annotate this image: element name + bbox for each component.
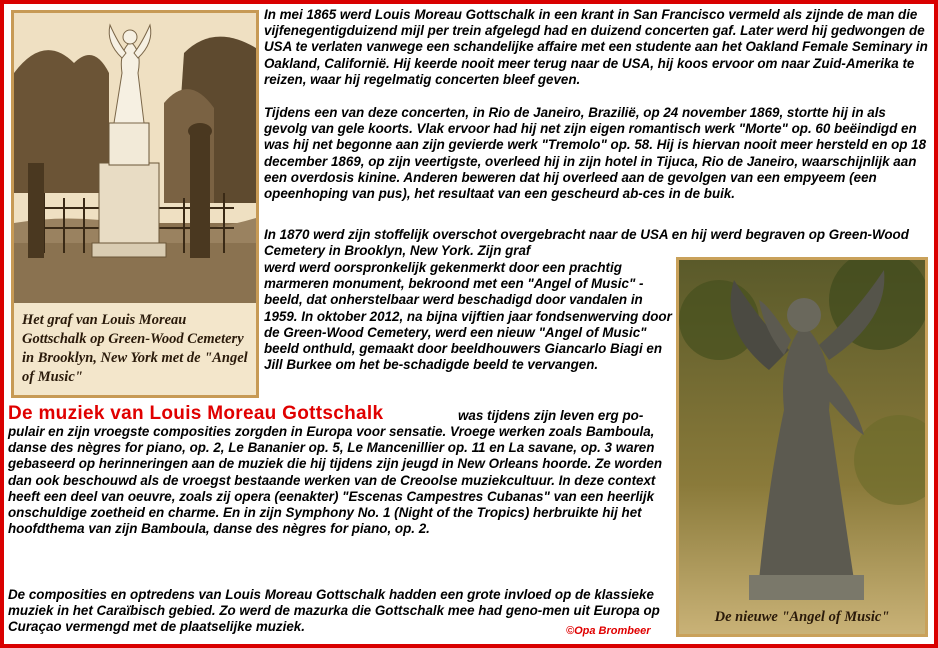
angel-statue-illustration — [679, 260, 925, 634]
paragraph-3-bottom: werd werd oorspronkelijk gekenmerkt door een prachtig marmeren monument, bekroond met een "Angel of Music" -beeld, dat onherstelbaar werd beschadigd door vandalen in 1959. In oktober 2012, na bijna vijftien jaar fondsenwerving door de Green-Wood Cemetery, werd een nieuw "Angel of Music" beeld onthuld, gemaakt door beeldhouwers Giancarlo Biagi en Jill Burkee om het be-schadigde beeld te vervangen. — [264, 260, 672, 373]
paragraph-3-top: In 1870 werd zijn stoffelijk overschot overgebracht naar de USA en hij werd begraven op Green-Wood Cemetery in Brooklyn, New York. Zijn graf — [264, 227, 909, 259]
left-photo-caption: Het graf van Louis Moreau Gottschalk op Green-Wood Cemetery in Brooklyn, New York met de "Angel of Music" — [22, 312, 248, 385]
grave-illustration — [14, 13, 256, 303]
paragraph-4-start: was tijdens zijn leven erg po- — [458, 408, 644, 423]
grave-photo — [11, 10, 259, 398]
paragraph-1: In mei 1865 werd Louis Moreau Gottschalk in een krant in San Francisco vermeld als zijnde de man die vijfenegentigduizend mijl per trein afgelegd had en duizend concerten gaf. Later werd hij gedwongen de USA te verlaten vanwege een schandelijke affaire met een studente aan het Oakland Female Seminary in Oakland, Californië. Hij keerde nooit meer terug naar de USA, hij koos ervoor om naar Zuid-Amerika te reizen, waar hij regelmatig concerten bleef geven. — [264, 7, 928, 87]
copyright-credit: ©Opa Brombeer — [566, 625, 651, 637]
paragraph-5: De composities en optredens van Louis Moreau Gottschalk hadden een grote invloed op de klassieke muziek in het Caraïbisch gebied. Zo werd de mazurka die Gottschalk mee had geno-men uit Europa op Curaçao vermengd met de plaatselijke muziek. — [8, 587, 660, 635]
right-photo-caption: De nieuwe "Angel of Music" — [714, 609, 890, 625]
paragraph-2: Tijdens een van deze concerten, in Rio de Janeiro, Brazilië, op 24 november 1869, stortte hij in als gevolg van gele koorts. Vlak ervoor had hij net zijn eigen romantisch werk "Morte" op. 60 beëindigd en was hij net begonne aan zijn gevierde werk "Tremolo" op. 58. Hij is hiervan nooit meer hersteld en op 18 december 1869, op zijn veertigste, overleed hij in zijn hotel in Tijuca, Rio de Janeiro, waarschijnlijk aan een overdosis kinine. Anderen beweren dat hij overleed aan de gevolgen van een empyeem (een opeenhoping van pus), het resultaat van een gescheurd ab-ces in de buik. — [264, 105, 927, 202]
paragraph-4: pulair en zijn vroegste composities zorgden in Europa voor sensatie. Vroege werken zoals Bamboula, danse des nègres for piano, op. 2, Le Bananier op. 5, Le Mancenillier op. 11 en La savane, op. 3 waren gebaseerd op herinneringen aan de muziek die hij tijdens zijn jeugd in New Orleans hoorde. Ze worden dan ook beschouwd als de vroegst bestaande werken van de Creoolse muziekcultuur. In deze context heeft een deel van oeuvre, zoals zij opera (eenakter) "Escenas Campestres Cubanas" van een heerlijk onschuldige zoetheid en charme. En in zijn Symphony No. 1 (Night of the Tropics) herbruikte hij het hoofdthema van zijn Bamboula, danse des nègres for piano, op. 2. — [8, 424, 663, 537]
section-heading: De muziek van Louis Moreau Gottschalk — [8, 403, 384, 424]
angel-photo — [676, 257, 928, 637]
